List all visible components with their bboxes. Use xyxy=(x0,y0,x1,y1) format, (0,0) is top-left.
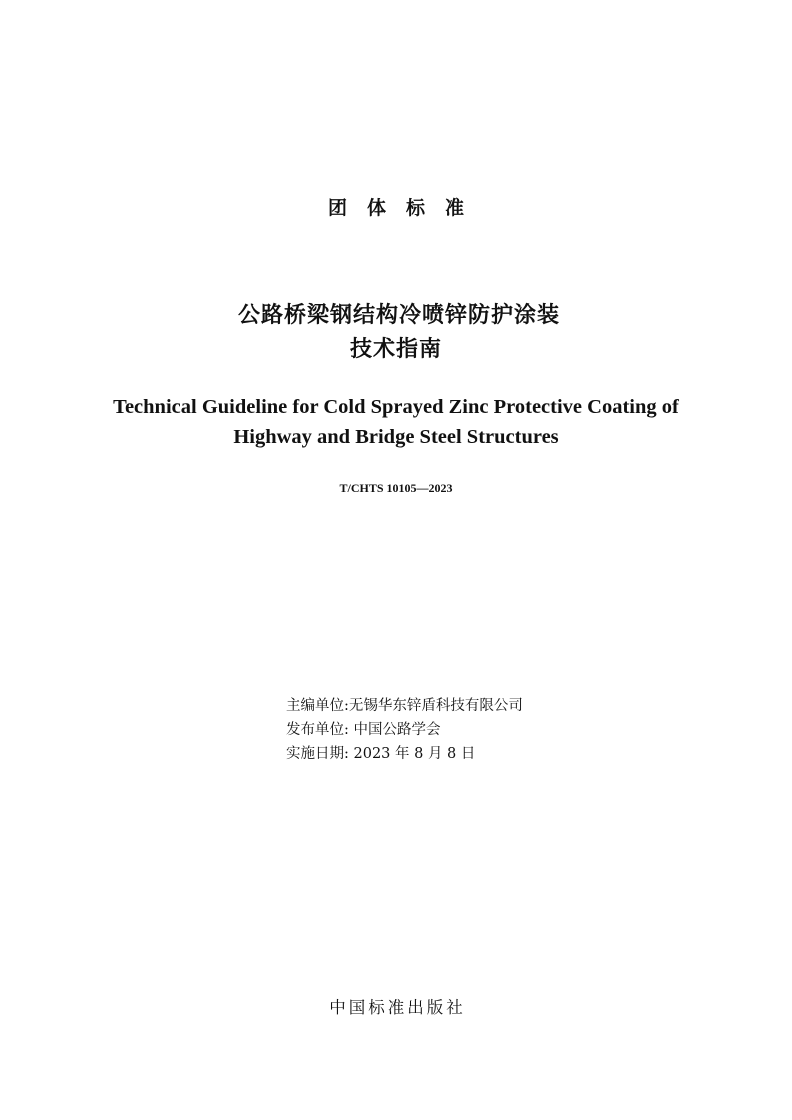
issuing-unit: 发布单位: 中国公路学会 xyxy=(286,722,441,738)
standard-code: T/CHTS 10105—2023 xyxy=(339,481,453,495)
editor-unit: 主编单位:无锡华东锌盾科技有限公司 xyxy=(286,698,523,714)
effective-date: 实施日期: 2023 年 8 月 8 日 xyxy=(286,746,476,762)
title-english-line1: Technical Guideline for Cold Sprayed Zinc Protective Coating of xyxy=(113,396,679,418)
title-chinese-line2: 技术指南 xyxy=(349,337,442,362)
title-chinese-line1: 公路桥梁钢结构冷喷锌防护涂装 xyxy=(237,303,560,328)
title-english-line2: Highway and Bridge Steel Structures xyxy=(233,426,559,448)
publisher: 中国标准出版社 xyxy=(329,998,466,1017)
standard-type: 团体标准 xyxy=(327,197,484,219)
